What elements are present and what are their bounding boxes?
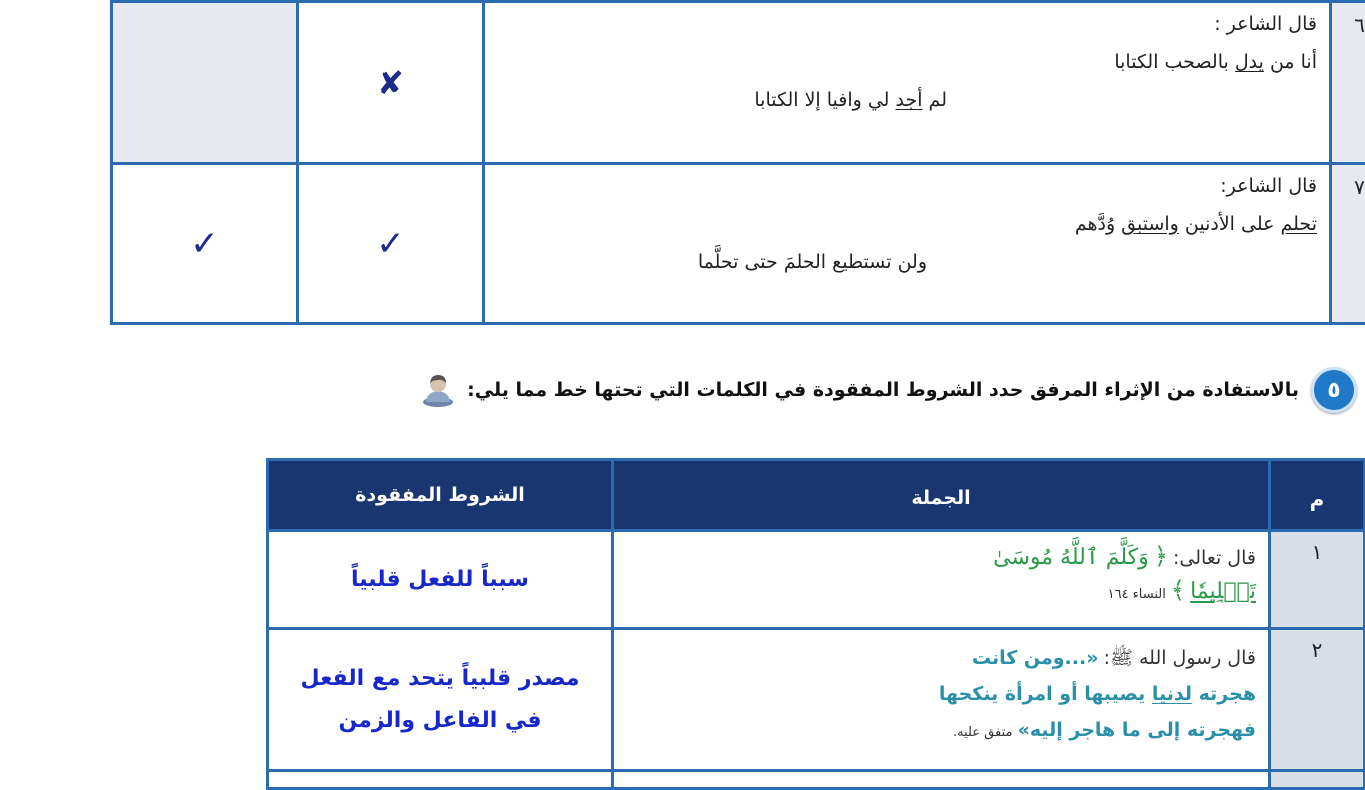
header-conditions: الشروط المفقودة <box>268 460 613 531</box>
top-poetry-table <box>110 0 1365 325</box>
condition-cell: سبباً للفعل قلبياً <box>268 531 613 629</box>
verse-line <box>497 51 1317 75</box>
condition-cell <box>268 629 613 771</box>
poem-cell <box>484 2 1331 164</box>
header-sentence: الجملة <box>613 460 1270 531</box>
underlined-word: تَكۡلِيمٗا <box>1190 579 1256 604</box>
sentence-cell <box>613 771 1270 789</box>
underlined-word: تحلم <box>1281 213 1318 235</box>
mark-cell <box>112 2 298 164</box>
row-number: ١ <box>1270 531 1365 629</box>
question-number-badge: ٥ <box>1311 367 1357 413</box>
table-row <box>112 2 1365 164</box>
said-label: قال تعالى: <box>1173 547 1256 569</box>
check-icon: ✓ <box>190 224 219 264</box>
hadith-text: فهجرته إلى ما هاجر إليه» <box>1018 719 1256 741</box>
hadith-line <box>626 640 1256 676</box>
poem-intro: قال الشاعر : <box>497 13 1317 37</box>
quran-text: وَكَلَّمَ ٱللَّهُ مُوسَىٰ <box>993 545 1149 570</box>
condition-line: مصدر قلبياً يتحد مع الفعل <box>270 658 610 700</box>
verse-line <box>497 213 1317 237</box>
quran-line <box>626 576 1256 604</box>
row-number: ٧ <box>1331 164 1365 324</box>
table-header-row <box>268 460 1365 531</box>
reference: متفق عليه. <box>953 725 1013 740</box>
table-row <box>268 771 1365 789</box>
verse-line: ولن تستطيع الحلمَ حتى تحلَّما <box>497 251 927 275</box>
hadith-line <box>626 676 1256 712</box>
text: على الأدنين <box>1179 213 1281 235</box>
missing-conditions-table <box>266 458 1365 790</box>
text: لم <box>923 89 947 111</box>
check-icon: ✓ <box>376 224 405 264</box>
poem-cell <box>484 164 1331 324</box>
header-number: م <box>1270 460 1365 531</box>
sentence-cell <box>613 531 1270 629</box>
condition-line: في الفاعل والزمن <box>270 700 610 742</box>
text: يصيبها أو امرأة ينكحها <box>939 683 1152 705</box>
text: بالصحب الكتابا <box>1114 51 1235 73</box>
question-text: بالاستفادة من الإثراء المرفق حدد الشروط المفقودة في الكلمات التي تحتها خط مما يلي: <box>467 379 1299 401</box>
verse-line <box>497 89 947 113</box>
underlined-word: يدل <box>1235 51 1264 73</box>
table-row <box>268 629 1365 771</box>
mark-cell <box>298 2 484 164</box>
reference: النساء ١٦٤ <box>1108 587 1166 602</box>
mark-cell <box>298 164 484 324</box>
poem-intro: قال الشاعر: <box>497 175 1317 199</box>
underlined-word: واستبق <box>1121 213 1179 235</box>
row-number: ٦ <box>1331 2 1365 164</box>
cross-icon: ✘ <box>377 64 404 102</box>
bracket-ornament-icon: ﴾ <box>1171 576 1185 604</box>
text: أنا من <box>1264 51 1317 73</box>
table-row <box>112 164 1365 324</box>
mark-cell <box>112 164 298 324</box>
underlined-word: لدنيا <box>1152 683 1192 705</box>
text: لي وافيا إلا الكتابا <box>754 89 895 111</box>
text: وُدَّهم <box>1075 213 1121 235</box>
sentence-cell <box>613 629 1270 771</box>
student-avatar-icon <box>421 373 455 407</box>
table-row <box>268 531 1365 629</box>
text: هجرته <box>1192 683 1256 705</box>
question-instruction <box>421 367 1357 413</box>
bracket-ornament-icon: ﴿ <box>1154 542 1168 570</box>
row-number: ٢ <box>1270 629 1365 771</box>
row-number <box>1270 771 1365 789</box>
said-label: قال رسول الله ﷺ: <box>1104 647 1256 669</box>
hadith-text: «...ومن كانت <box>972 647 1099 669</box>
condition-cell <box>268 771 613 789</box>
hadith-line <box>626 712 1256 748</box>
underlined-word: أجد <box>896 89 923 111</box>
